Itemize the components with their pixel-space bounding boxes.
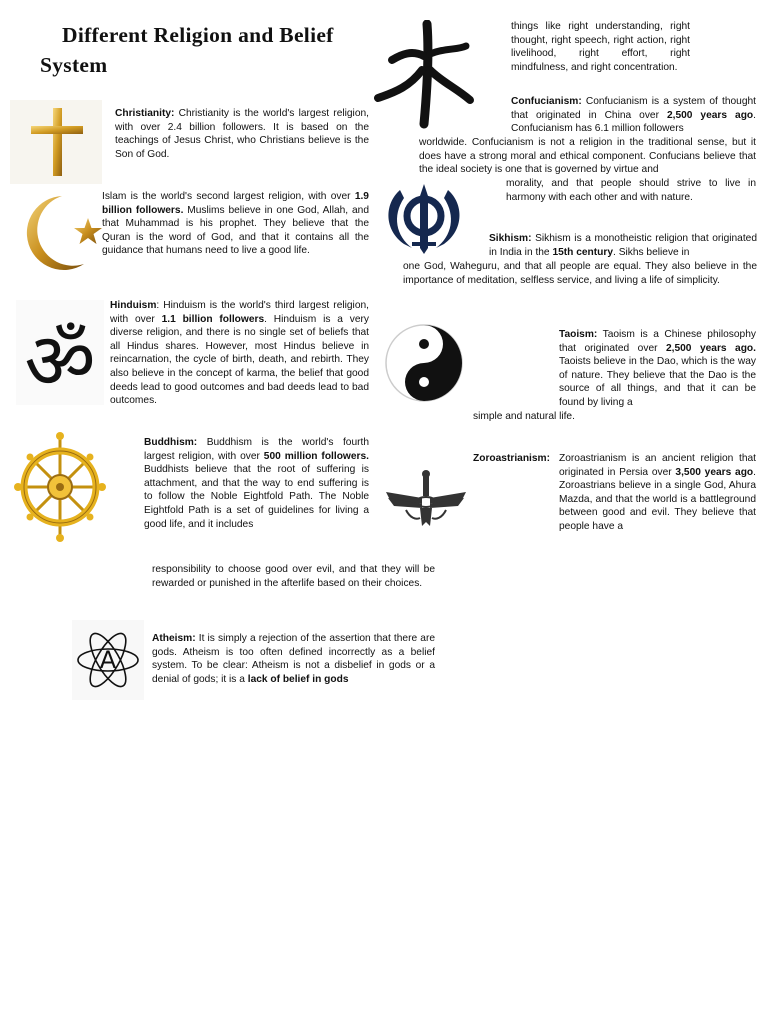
cross-icon bbox=[10, 100, 102, 184]
hinduism-text-1: : Hinduism is the world's third largest religion, with over bbox=[110, 300, 369, 325]
sikhism-heading: Sikhism: bbox=[489, 233, 532, 244]
hinduism-text-2: . Hinduism is a very diverse religion, and there is no single set of beliefs that all Hindus shares. However, most Hindus believe in reincarnation, the cycle of birth, death, and rebirth. They also believe in the concept of karma, the belief that good deeds lead to good outcomes and bad deeds lead to bad outcomes. bbox=[110, 313, 369, 407]
taoism-text-2a: Taoists believe in the Dao, which is the way of nature. They believe that the Dao is the source of all things, and that it can be found by living a bbox=[559, 356, 756, 408]
sikhism-century: 15th century bbox=[552, 246, 614, 258]
hinduism-paragraph bbox=[110, 299, 369, 408]
dharma-wheel-icon bbox=[14, 430, 106, 545]
taoism-text-1: Taoism is a Chinese philosophy that originated over bbox=[559, 329, 756, 354]
khanda-icon bbox=[382, 182, 466, 254]
atheism-emphasis: lack of belief in gods bbox=[247, 673, 349, 685]
confucianism-years: 2,500 years ago bbox=[666, 109, 754, 121]
confucianism-text-2a: . Confucianism has 6.1 million followers bbox=[511, 109, 756, 135]
title-line-1: Different Religion and Belief bbox=[62, 23, 334, 47]
sikhism-paragraph-head bbox=[489, 232, 757, 259]
zoroastrianism-years: 3,500 years ago bbox=[675, 466, 754, 478]
islam-followers: 1.9 billion followers. bbox=[102, 191, 369, 216]
christianity-paragraph bbox=[115, 107, 369, 161]
svg-text:ॐ: ॐ bbox=[24, 317, 96, 405]
yin-yang-icon bbox=[384, 323, 464, 403]
zoroastrianism-text-1: Zoroastrianism is an ancient religion that originated in Persia over bbox=[559, 453, 756, 478]
buddhism-text-3: responsibility to choose good over evil, and that they will be rewarded or punished in the afterlife based on their choices. bbox=[152, 564, 435, 589]
page-title bbox=[40, 20, 370, 80]
christianity-heading: Christianity: bbox=[115, 108, 175, 119]
islam-paragraph bbox=[102, 190, 369, 258]
sikhism-text-2a: . Sikhs believe in bbox=[613, 246, 690, 258]
title-line-2: System bbox=[40, 53, 108, 77]
confucianism-heading: Confucianism: bbox=[511, 96, 582, 107]
eightfold-path-paragraph bbox=[511, 20, 690, 74]
buddhism-heading: Buddhism: bbox=[144, 437, 198, 448]
taoism-heading: Taoism: bbox=[559, 329, 598, 340]
buddhism-text-2: Buddhists believe that the root of suffering is attachment, and that the way to end suffering is to follow the Noble Eightfold Path. The Noble Eightfold Path is a set of guidelines for living a good life, and it includes bbox=[144, 464, 369, 530]
sikhism-text-1: Sikhism is a monotheistic religion that originated in India in the bbox=[489, 233, 757, 258]
svg-text:A: A bbox=[99, 646, 117, 674]
buddhism-paragraph bbox=[144, 436, 369, 531]
confucianism-paragraph-tail: morality, and that people should strive to live in harmony with each other and with nature. bbox=[506, 178, 756, 203]
atheism-atom-icon bbox=[72, 620, 144, 700]
islam-text-2: Muslims believe in one God, Allah, and that Muhammad is his prophet. They believe that the Quran is the word of God, and that it contains all the guidance that humans need to live a good life. bbox=[102, 204, 369, 257]
atheism-heading: Atheism: bbox=[152, 633, 196, 644]
eightfold-path-text: things like right understanding, right thought, right speech, right action, right livelihood, right effort, right mindfulness, and right concentration. bbox=[511, 21, 690, 73]
buddhism-followers: 500 million followers. bbox=[263, 450, 369, 462]
crescent-star-icon bbox=[18, 192, 104, 274]
sikhism-paragraph-body: one God, Waheguru, and that all people are equal. They also believe in the importance of meditation, selfless service, and living a life of simplicity. bbox=[403, 261, 757, 286]
buddhism-continued-paragraph bbox=[152, 563, 435, 590]
atheism-paragraph bbox=[152, 632, 435, 686]
zoroastrianism-paragraph bbox=[559, 452, 756, 534]
confucianism-symbol-icon bbox=[372, 20, 476, 130]
hinduism-heading: Hinduism bbox=[110, 300, 157, 311]
taoism-years: 2,500 years ago. bbox=[665, 342, 756, 354]
christianity-text: Christianity is the world's largest religion, with over 2.4 billion followers. It is based on the teachings of Jesus Christ, who Christians believe is the Son of God. bbox=[115, 108, 369, 160]
zoroastrianism-text-2: . Zoroastrians believe in a single God, Ahura Mazda, and that the world is a battleground between good and evil. They believe that people have a bbox=[559, 466, 756, 532]
taoism-paragraph-head bbox=[559, 328, 756, 410]
taoism-paragraph-tail: simple and natural life. bbox=[473, 411, 575, 422]
faravahar-icon bbox=[386, 466, 466, 530]
zoroastrianism-heading-block bbox=[473, 452, 563, 466]
om-icon bbox=[16, 300, 104, 405]
atheism-text: It is simply a rejection of the assertion that there are gods. Atheism is too often defined incorrectly as a belief system. To be clear: Atheism is not a disbelief in gods or a denial of gods; it is a bbox=[152, 633, 435, 685]
confucianism-paragraph-head bbox=[511, 95, 756, 135]
confucianism-text-1: Confucianism is a system of thought that originated in China over bbox=[511, 96, 756, 121]
buddhism-text-1: Buddhism is the world's fourth largest religion, with over bbox=[144, 437, 369, 462]
confucianism-paragraph-body: worldwide. Confucianism is not a religion in the traditional sense, but it does have a strong moral and ethical component. Confucians believe that the ideal society is one that is governed by virtue and bbox=[419, 137, 756, 176]
hinduism-followers: 1.1 billion followers bbox=[161, 313, 265, 325]
zoroastrianism-heading: Zoroastrianism: bbox=[473, 453, 550, 464]
islam-text-1: Islam is the world's second largest religion, with over bbox=[102, 191, 351, 202]
